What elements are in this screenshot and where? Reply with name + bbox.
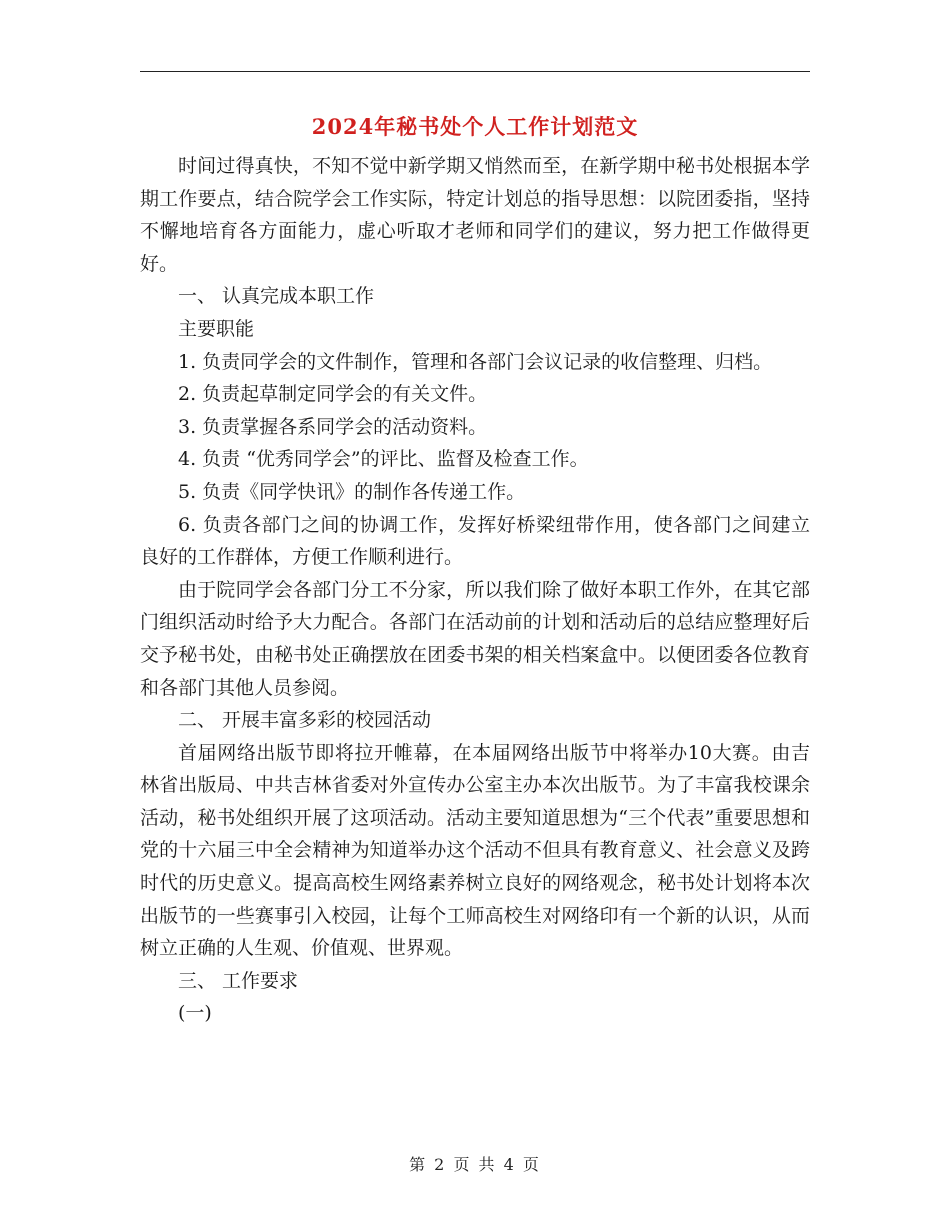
list-item: 2. 负责起草制定同学会的有关文件。: [178, 383, 488, 406]
list-item: 3. 负责掌握各系同学会的活动资料。: [178, 415, 488, 438]
paragraph-intro: 时间过得真快，不知不觉中新学期又悄然而至，在新学期中秘书处根据本学期工作要点，结合院学会工作实际，特定计划总的指导思想：以院团委指，坚持不懈地培育各方面能力，虚心听取才老师和同学们的建议，努力把工作做得更好。: [140, 155, 810, 275]
header-rule: [140, 71, 810, 72]
document-body: [140, 150, 810, 1030]
paragraph-cooperation: 由于院同学会各部门分工不分家，所以我们除了做好本职工作外，在其它部门组织活动时给予大力配合。各部门在活动前的计划和活动后的总结应整理好后交予秘书处，由秘书处正确摆放在团委书架的相关档案盒中。以便团委各位教育和各部门其他人员参阅。: [140, 578, 810, 699]
paragraph-activities: 首届网络出版节即将拉开帷幕，在本届网络出版节中将举办10大赛。由吉林省出版局、中共吉林省委对外宣传办公室主办本次出版节。为了丰富我校课余活动，秘书处组织开展了这项活动。活动主要知道思想为“三个代表”重要思想和党的十六届三中全会精神为知道举办这个活动不但具有教育意义、社会意义及跨时代的历史意义。提高高校生网络素养树立良好的网络观念，秘书处计划将本次出版节的一些赛事引入校园，让每个工师高校生对网络印有一个新的认识，从而树立正确的人生观、价值观、世界观。: [140, 741, 810, 960]
list-item: 1. 负责同学会的文件制作，管理和各部门会议记录的收信整理、归档。: [178, 350, 773, 373]
section-heading-1: 一、 认真完成本职工作: [178, 285, 375, 308]
section-heading-2: 二、 开展丰富多彩的校园活动: [178, 709, 432, 732]
list-item: 4. 负责 “优秀同学会”的评比、监督及检查工作。: [178, 448, 589, 471]
list-item: 6. 负责各部门之间的协调工作，发挥好桥梁纽带作用，使各部门之间建立良好的工作群体，方便工作顺利进行。: [140, 513, 810, 569]
section-heading-3: 三、 工作要求: [178, 969, 299, 992]
subheading-item-1: (一): [178, 1002, 212, 1025]
document-title: 2024年秘书处个人工作计划范文: [311, 114, 639, 139]
page-number-footer: 第 2 页 共 4 页: [409, 1155, 541, 1174]
subheading-main-functions: 主要职能: [178, 317, 255, 340]
list-item: 5. 负责《同学快讯》的制作各传递工作。: [178, 480, 526, 503]
